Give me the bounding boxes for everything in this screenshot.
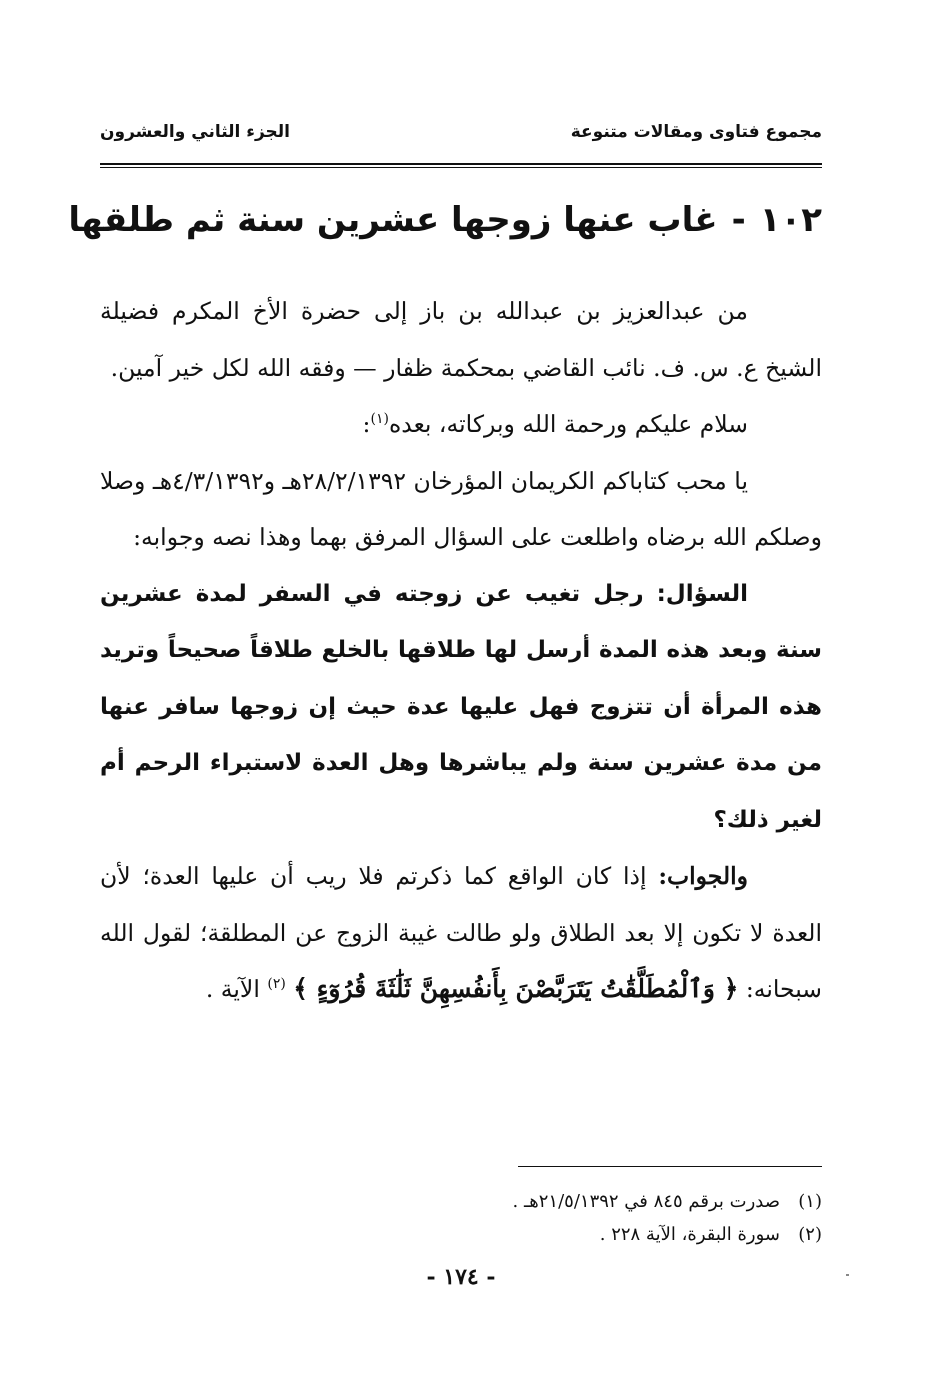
question-paragraph <box>100 566 822 849</box>
article-body <box>100 283 822 1018</box>
running-header <box>100 122 822 152</box>
salam-colon: : <box>362 410 371 438</box>
page-number: - ١٧٤ - <box>426 1264 496 1290</box>
footnote-rule <box>518 1166 822 1167</box>
book-title: مجموع فتاوى ومقالات متنوعة <box>570 122 822 142</box>
footnote-ref-2: (٢) <box>267 976 286 993</box>
header-rule <box>100 163 822 168</box>
question-label: السؤال: <box>656 580 748 607</box>
volume-label: الجزء الثاني والعشرون <box>100 122 291 142</box>
article-number: ١٠٢ <box>759 200 822 240</box>
footnote-number: (٢) <box>798 1224 822 1245</box>
letter-paragraph: يا محب كتاباكم الكريمان المؤرخان ٢٨/٢/١٣٩٢هـ و٤/٣/١٣٩٢هـ وصلا وصلكم الله برضاه واطلعت على السؤال المرفق بهما وهذا نصه وجوابه: <box>100 466 822 551</box>
answer-end: الآية . <box>205 975 260 1003</box>
salam-text: سلام عليكم ورحمة الله وبركاته، بعده <box>388 410 748 438</box>
footnote-item <box>100 1185 822 1218</box>
question-text: رجل تغيب عن زوجته في السفر لمدة عشرين سنة وبعد هذه المدة أرسل لها طلاقها بالخلع طلاقاً صحيحاً وتريد هذه المرأة أن تتزوج فهل عليها عدة حيث إن زوجها سافر عنها من مدة عشرين سنة ولم يباشرها وهل العدة لاستبراء الرحم أم لغير ذلك؟ <box>100 580 822 833</box>
footnote-ref-1: (١) <box>370 411 389 428</box>
footnotes <box>100 1185 822 1251</box>
salam-paragraph <box>100 396 822 453</box>
book-page <box>68 0 822 1380</box>
answer-paragraph <box>100 848 822 1018</box>
footnote-number: (١) <box>798 1191 822 1212</box>
article-title <box>68 192 822 248</box>
footnote-text: صدرت برقم ٨٤٥ في ٢١/٥/١٣٩٢هـ . <box>512 1191 780 1212</box>
opening-paragraph: من عبدالعزيز بن عبدالله بن باز إلى حضرة الأخ المكرم فضيلة الشيخ ع. س. ف. نائب القاضي بمحكمة ظفار — وفقه الله لكل خير آمين. <box>100 297 822 382</box>
footnote-item <box>100 1218 822 1251</box>
title-dash: - <box>731 200 746 240</box>
quran-verse: ﴿ وَٱلْمُطَلَّقَٰتُ يَتَرَبَّصْنَ بِأَنفُسِهِنَّ ثَلَٰثَةَ قُرُوٓءٍ ﴾ <box>293 974 739 1003</box>
answer-label: والجواب: <box>658 862 748 890</box>
footnote-text: سورة البقرة، الآية ٢٢٨ . <box>599 1224 780 1245</box>
answer-text: إذا كان الواقع كما ذكرتم فلا ريب أن عليها العدة؛ لأن العدة لا تكون إلا بعد الطلاق ولو طالت غيبة الزوج عن المطلقة؛ لقول الله سبحانه: <box>100 862 822 1003</box>
scan-speck <box>846 1274 849 1276</box>
article-title-text: غاب عنها زوجها عشرين سنة ثم طلقها <box>68 200 718 240</box>
